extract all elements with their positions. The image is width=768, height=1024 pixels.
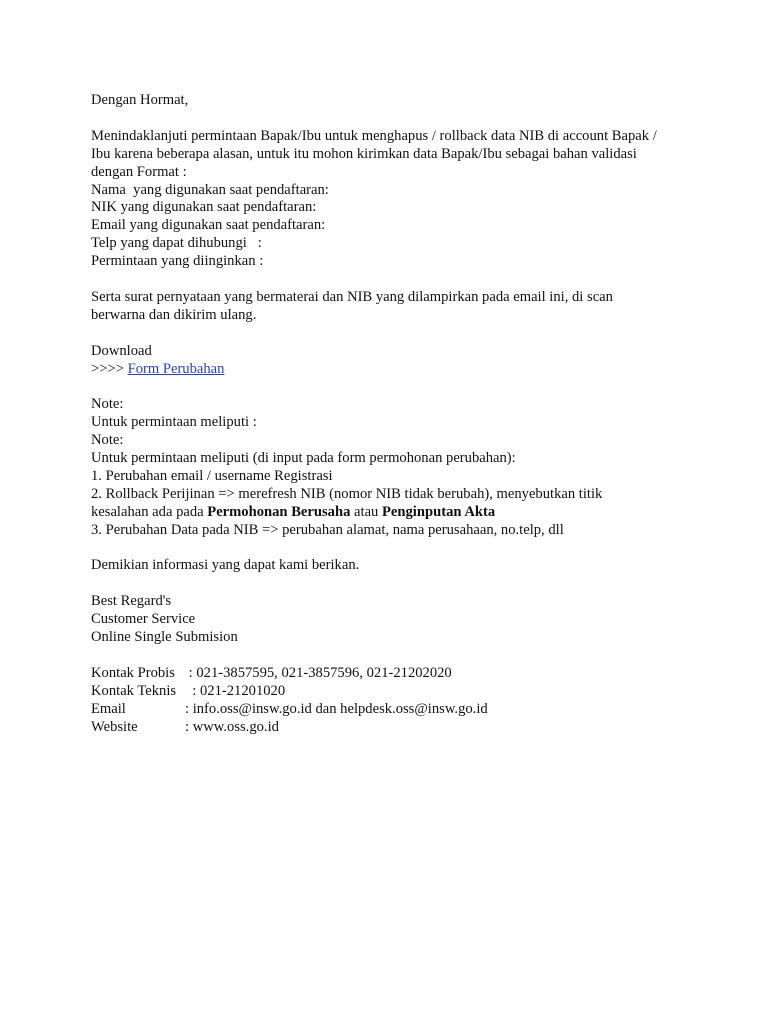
spacer (91, 575, 711, 593)
contact-row-email (91, 701, 711, 719)
note-text: kesalahan ada pada (91, 503, 208, 520)
format-field-telp: Telp yang dapat dihubungi : (91, 235, 262, 252)
attachment-note: berwarna dan dikirim ulang. (91, 306, 257, 323)
contact-label: Kontak Teknis (91, 682, 177, 699)
contact-value: : 021-21201020 (185, 682, 286, 699)
form-perubahan-link[interactable]: Form Perubahan (127, 360, 225, 377)
note-heading: Note: (91, 432, 124, 449)
spacer (91, 378, 711, 396)
signature-line: Best Regard's (91, 593, 172, 610)
download-arrows: >>>> (91, 360, 128, 377)
format-field-nama: Nama yang digunakan saat pendaftaran: (91, 181, 329, 198)
contact-value: : 021-3857595, 021-3857596, 021-21202020 (185, 664, 452, 681)
spacer (91, 110, 711, 128)
contact-row-website (91, 719, 711, 737)
contact-label: Kontak Probis (91, 664, 175, 681)
contact-value: : info.oss@insw.go.id dan helpdesk.oss@insw.go.id (185, 700, 488, 717)
spacer (91, 647, 711, 665)
note-item-2: 2. Rollback Perijinan => merefresh NIB (nomor NIB tidak berubah), menyebutkan titik (91, 485, 603, 502)
signature-line: Online Single Submision (91, 629, 238, 646)
note-covers: Untuk permintaan meliputi : (91, 414, 257, 431)
spacer (91, 325, 711, 343)
intro-line: Menindaklanjuti permintaan Bapak/Ibu untuk menghapus / rollback data NIB di account Bapak / (91, 127, 657, 144)
closing-sentence: Demikian informasi yang dapat kami berikan. (91, 557, 360, 574)
attachment-note: Serta surat pernyataan yang bermaterai dan NIB yang dilampirkan pada email ini, di scan (91, 288, 613, 305)
download-label: Download (91, 342, 152, 359)
contact-value: : www.oss.go.id (185, 718, 279, 735)
note-text: atau (350, 503, 382, 520)
format-field-nik: NIK yang digunakan saat pendaftaran: (91, 199, 317, 216)
signature-line: Customer Service (91, 611, 196, 628)
spacer (91, 540, 711, 558)
note-item-1: 1. Perubahan email / username Registrasi (91, 467, 333, 484)
contact-label: Website (91, 718, 138, 735)
contact-row-teknis (91, 683, 711, 701)
letter-body (91, 92, 711, 737)
note-item-2-continued (91, 504, 711, 522)
contact-label: Email (91, 700, 126, 717)
intro-line: dengan Format : (91, 163, 187, 180)
note-item-3: 3. Perubahan Data pada NIB => perubahan alamat, nama perusahaan, no.telp, dll (91, 521, 564, 538)
note-covers: Untuk permintaan meliputi (di input pada form permohonan perubahan): (91, 450, 516, 467)
permohonan-berusaha-text: Permohonan Berusaha (207, 503, 351, 520)
format-field-email: Email yang digunakan saat pendaftaran: (91, 217, 326, 234)
note-heading: Note: (91, 396, 124, 413)
download-row (91, 361, 711, 379)
penginputan-akta-text: Penginputan Akta (382, 503, 496, 520)
spacer (91, 271, 711, 289)
greeting: Dengan Hormat, (91, 92, 189, 108)
intro-line: Ibu karena beberapa alasan, untuk itu mohon kirimkan data Bapak/Ibu sebagai bahan validasi (91, 145, 637, 162)
format-field-permintaan: Permintaan yang diinginkan : (91, 253, 264, 270)
contact-row-probis (91, 665, 711, 683)
